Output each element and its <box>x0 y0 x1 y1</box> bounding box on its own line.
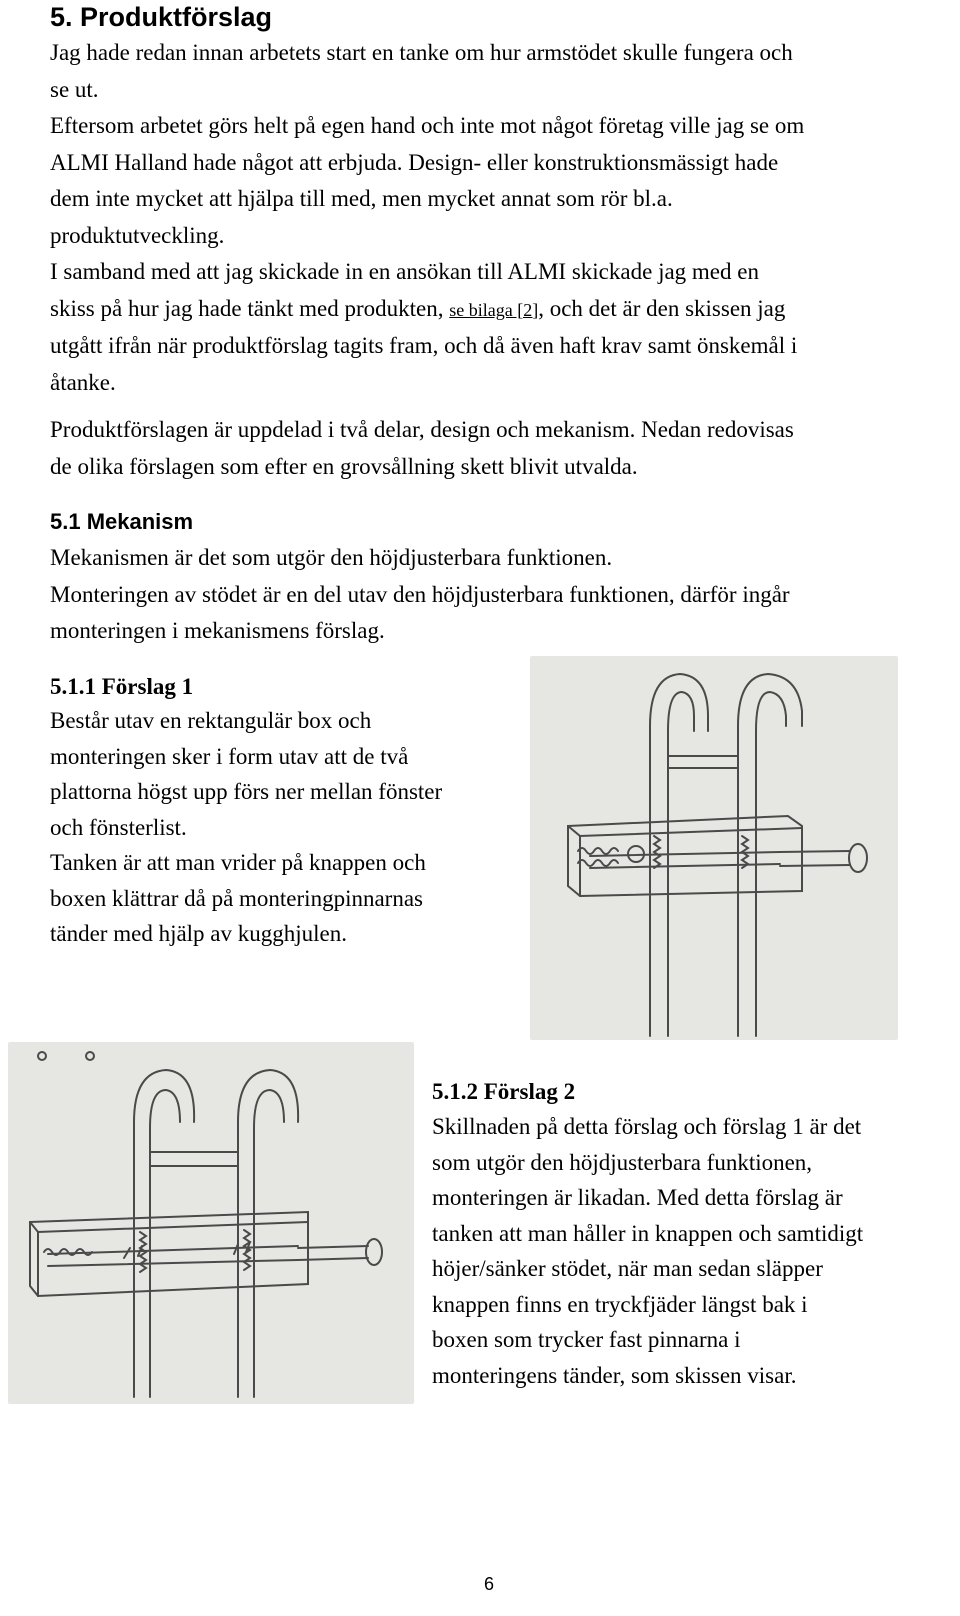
text-line: ALMI Halland hade något att erbjuda. Design- eller konstruktionsmässigt hade <box>50 149 779 175</box>
text-line: åtanke. <box>50 369 116 395</box>
forslag1-sketch <box>530 656 898 1040</box>
text-line: Tanken är att man vrider på knappen och <box>50 850 426 875</box>
text-line: boxen klättrar då på monteringpinnarnas <box>50 885 423 911</box>
text-line: Skillnaden på detta förslag och förslag 1 är det <box>432 1114 862 1139</box>
text-line: dem inte mycket att hjälpa till med, men mycket annat som rör bl.a. <box>50 186 673 211</box>
text-segment: , och det är den skissen jag <box>538 295 786 321</box>
text-line: monteringen sker i form utav att de två <box>50 743 409 769</box>
intro-paragraph <box>50 35 950 401</box>
forslag1-paragraph <box>50 703 520 952</box>
text-line: Produktförslagen är uppdelad i två delar, design och mekanism. Nedan redovisas <box>50 417 794 442</box>
text-line: Består utav en rektangulär box och <box>50 708 372 733</box>
text-line: monteringen är likadan. Med detta förslag är <box>432 1185 843 1210</box>
forslag2-paragraph <box>432 1109 952 1393</box>
text-line: höjer/sänker stödet, när man sedan släpper <box>432 1256 823 1281</box>
text-line: Eftersom arbetet görs helt på egen hand och inte mot något företag ville jag se om <box>50 113 805 138</box>
page-number: 6 <box>484 1574 495 1594</box>
text-line: Jag hade redan innan arbetets start en tanke om hur armstödet skulle fungera och <box>50 40 793 65</box>
text-segment: skiss på hur jag hade tänkt med produkten, <box>50 295 450 321</box>
section-heading: 5. Produktförslag <box>50 2 273 32</box>
text-line: tänder med hjälp av kugghjulen. <box>50 921 348 946</box>
text-line: produktutveckling. <box>50 222 225 248</box>
sketch-drawing-2 <box>8 1042 414 1404</box>
text-line: monteringens tänder, som skissen visar. <box>432 1362 797 1388</box>
text-line: knappen finns en tryckfjäder längst bak i <box>432 1291 808 1317</box>
text-line: som utgör den höjdjusterbara funktionen, <box>432 1149 813 1175</box>
text-line: monteringen i mekanismens förslag. <box>50 618 385 643</box>
text-line <box>50 291 950 329</box>
text-line: Monteringen av stödet är en del utav den höjdjusterbara funktionen, därför ingår <box>50 581 790 607</box>
overview-paragraph <box>50 412 950 485</box>
text-line: tanken att man håller in knappen och samtidigt <box>432 1220 864 1246</box>
text-line: plattorna högst upp förs ner mellan fönster <box>50 779 443 804</box>
forslag2-heading: 5.1.2 Förslag 2 <box>432 1079 576 1104</box>
forslag1-heading: 5.1.1 Förslag 1 <box>50 674 194 699</box>
sketch-drawing-1 <box>530 656 898 1040</box>
text-line: boxen som trycker fast pinnarna i <box>432 1327 741 1352</box>
text-line: de olika förslagen som efter en grovsållning skett blivit utvalda. <box>50 453 638 479</box>
mekanism-heading: 5.1 Mekanism <box>50 509 194 534</box>
forslag2-sketch <box>8 1042 414 1404</box>
text-line: Mekanismen är det som utgör den höjdjusterbara funktionen. <box>50 545 613 570</box>
mekanism-paragraph <box>50 540 950 650</box>
bilaga-link[interactable]: se bilaga [2] <box>449 299 539 320</box>
text-line: utgått ifrån när produktförslag tagits fram, och då även haft krav samt önskemål i <box>50 333 798 358</box>
text-line: och fönsterlist. <box>50 814 187 840</box>
text-line: I samband med att jag skickade in en ansökan till ALMI skickade jag med en <box>50 259 759 284</box>
text-line: se ut. <box>50 76 99 102</box>
